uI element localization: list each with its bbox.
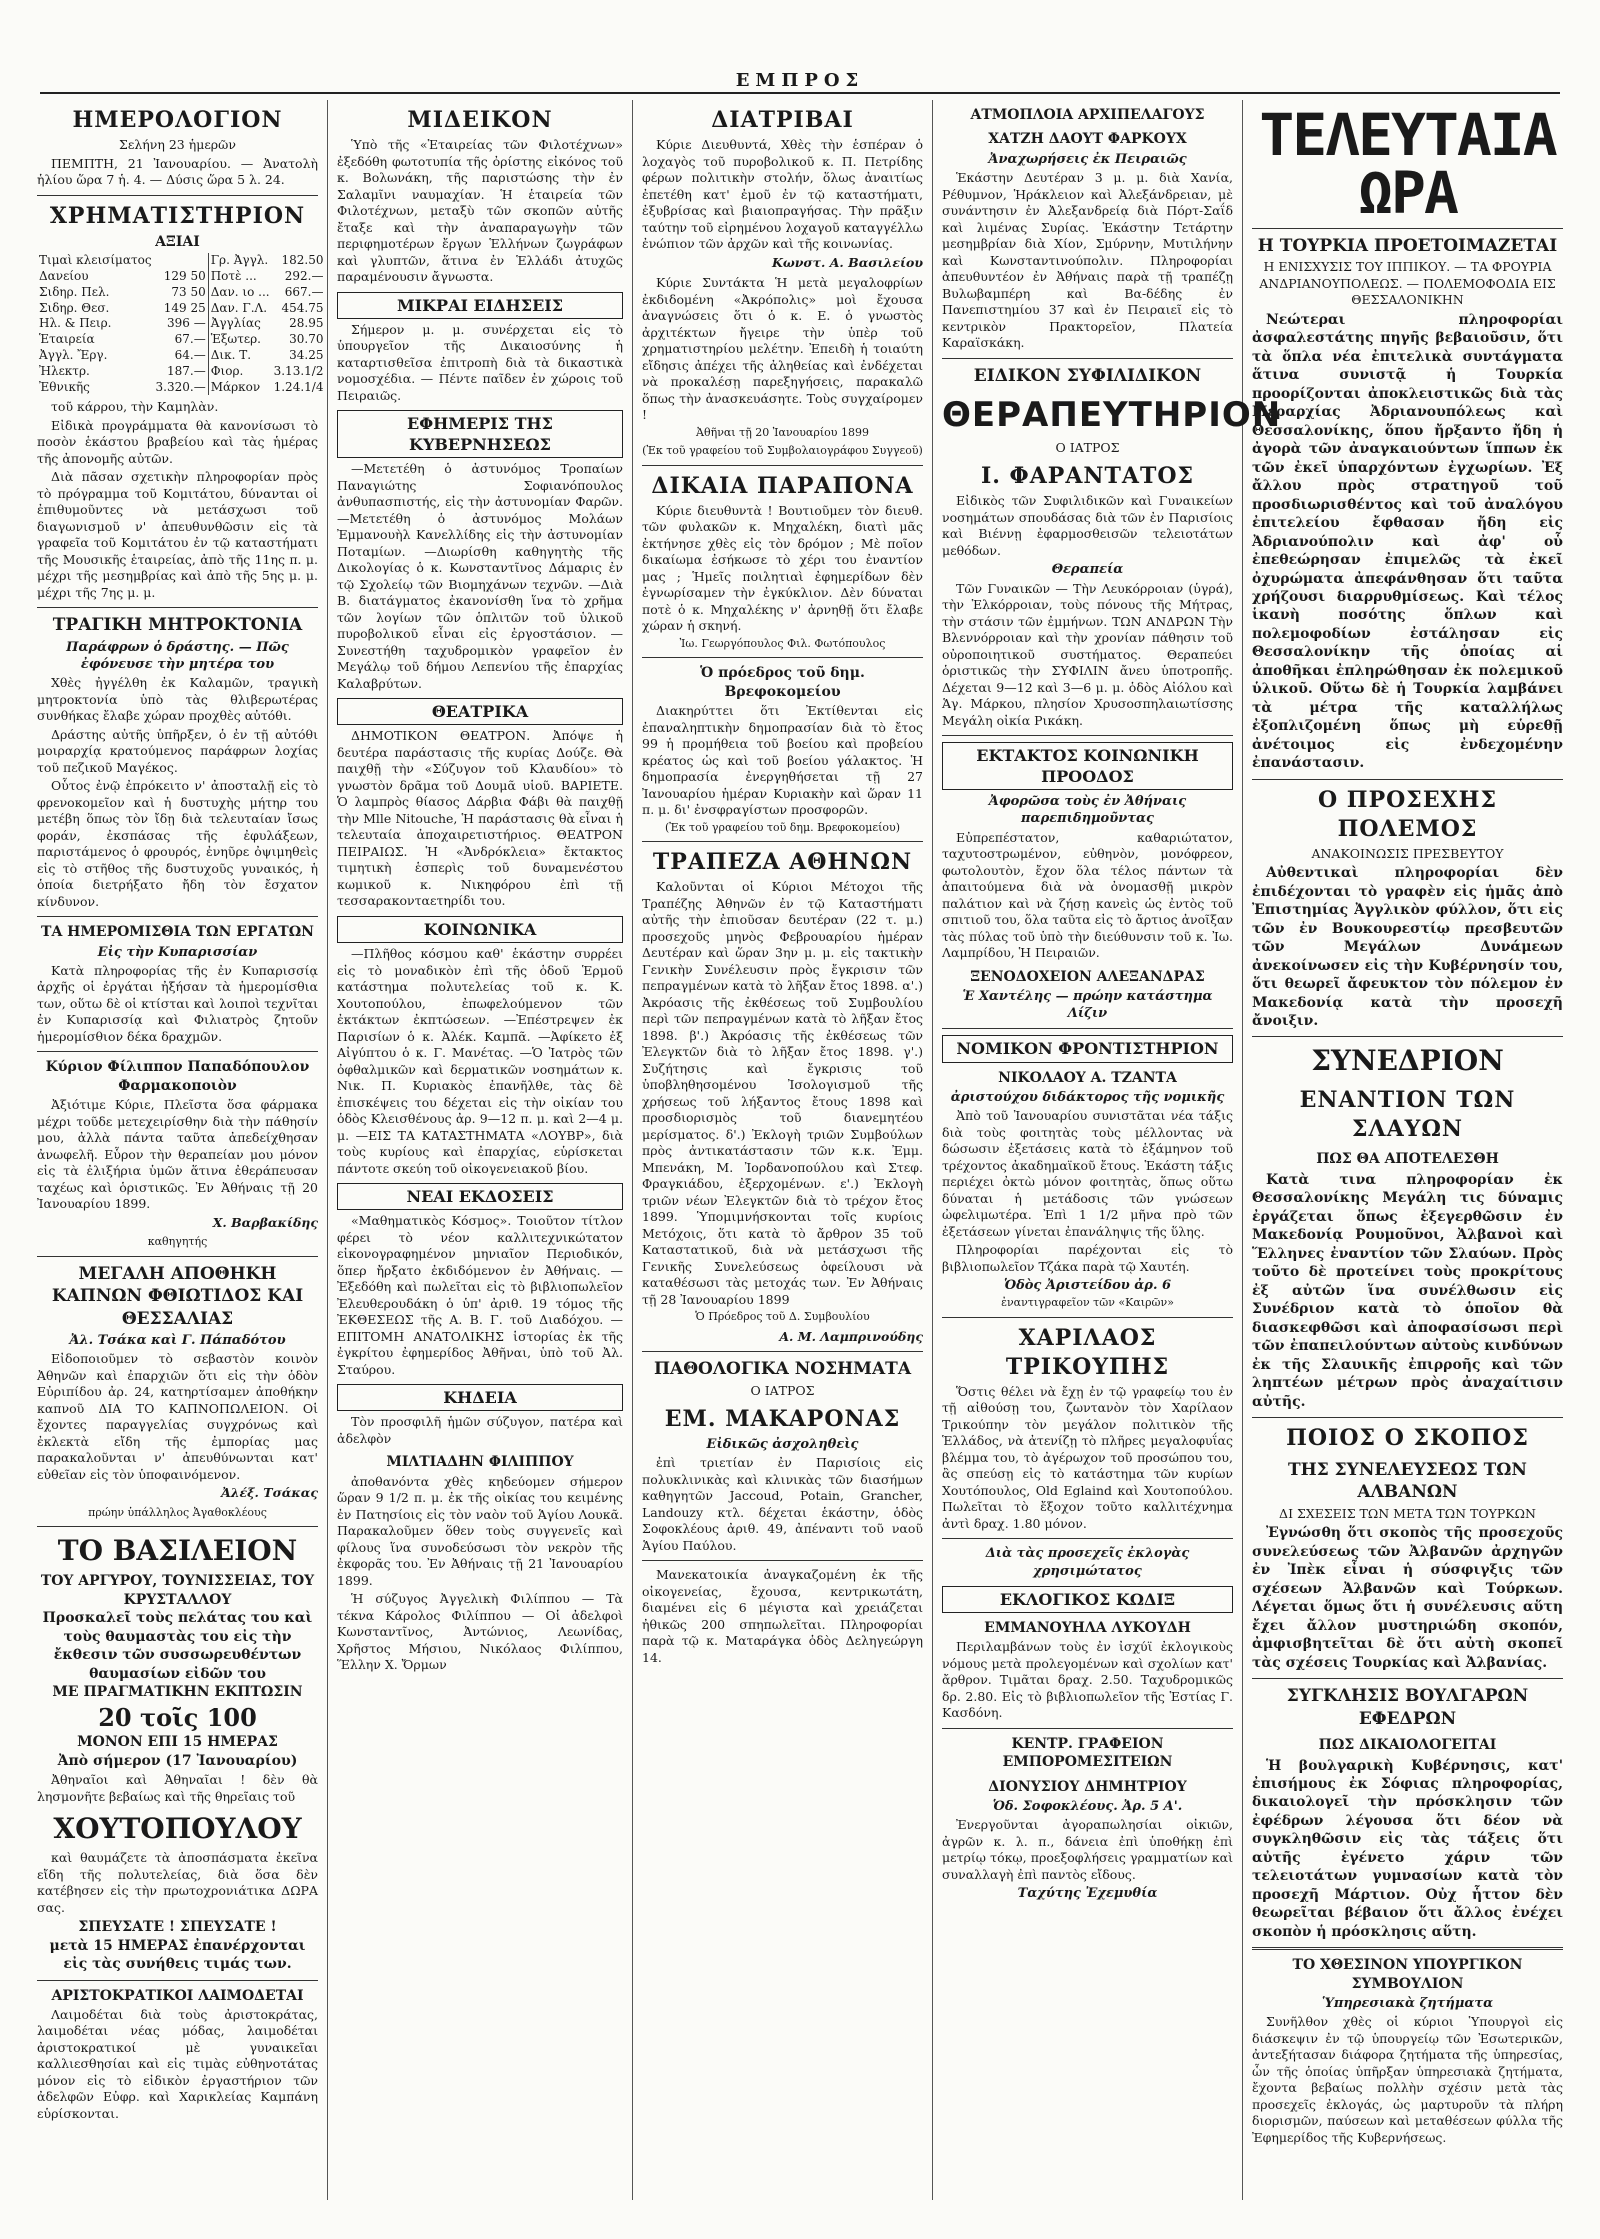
section-title: ΧΑΡΙΛΑΟΣ ΤΡΙΚΟΥΠΗΣ [1005, 1324, 1170, 1380]
divider [37, 916, 318, 917]
article-paragraph: Ἐγνώσθη ὅτι σκοπὸς τῆς προσεχοῦς συνελεύσεως τῶν Ἀλβανῶν ἀρχηγῶν ἐν Ἰπὲκ εἶναι ἡ σύσφιγξις τῶν σχέσεων Ἀλβανῶν καὶ Τούρκων. Λέγεται ὅμως ὅτι ἡ συνέλευσις αὕτη ἔχει ἄλλον μυστηριώδη σκοπόν, ἀμφισβητεῖται δὲ ὅτι αὐτὴ σκοπεῖ τὰς σχέσεις Τουρκίας καὶ Ἀλβανίας. [1252, 1525, 1563, 1671]
divider [942, 1317, 1233, 1318]
article-paragraph: Σήμερον μ. μ. συνέρχεται εἰς τὸ ὑπουργεῖον τῆς Δικαιοσύνης ἡ καταρτισθεῖσα ἐπιτροπὴ διὰ τὰ δικαστικὰ νομοσχέδια. — Πέντε παῖδεν ἐν χώροις τοῦ Πειραιῶς. [337, 321, 623, 403]
bourse-cell: Ἐθνικῆς [39, 379, 90, 394]
article-paragraph: Κύριε διευθυντὰ ! Βουτιοῦμεν τὸν διευθ. τῶν φυλακῶν κ. Μηχαλέκη, διατὶ μᾶς ἐκτήνησε χθὲς εἰς τὸν δρόμον ; Μὲ ποῖον δικαίωμα ἐσήκωσε τὸ χέρι του ἐναντίον μας ; Ἡμεῖς ποιλητιαὶ ἐφημερίδων δὲν ἐγνωρίσαμεν τὴν ἐγκύκλιον. Δὲν δύναται ποτὲ ὁ κ. Μηχαλέκης ν' ἀρνηθῇ ὅτι ἔλαβε χώραν ἡ σκηνή. [642, 502, 923, 634]
column-2 [328, 100, 633, 2200]
bourse-row [37, 269, 325, 285]
bourse-cell: 28.95 [289, 316, 324, 331]
letter-sig2: καθηγητής [147, 1235, 208, 1249]
bourse-cell: Δαν. ιο ... [208, 285, 271, 301]
article-paragraph: Κατὰ τινα πληροφορίαν ἐκ Θεσσαλονίκης Μεγάλη τις δύναμις ἐργάζεται ὅπως ἐξεγερθῶσιν ἐν Μακεδονίᾳ Ρουμοῦνοι, Ἀλβανοὶ καὶ Ἕλληνες ἐναντίον τῶν Σλαύων. Πρὸς τοῦτο δὲ προτείνει τοὺς προκρίτους ἐξ αὐτῶν ἵνα συνέλθωσιν εἰς Συνέδριον κατὰ τὸ ὁποῖον θὰ διασκεφθῶσι καὶ ἀποφασίσωσι περὶ τῶν ἐπαπειλούντων αὐτοὺς κινδύνων ἐκ τῆς Σλαυικῆς ἐπιρροῆς καὶ τῶν ληπτέων μέτρων πρὸς ἀναχαίτισιν αὐτῆς. [1252, 1171, 1563, 1410]
section-title: ΜΙΔΕΙΚΟΝ [407, 107, 553, 133]
kingdom-p4: ΜΟΝΟΝ ΕΠΙ 15 ΗΜΕΡΑΣ [77, 1734, 278, 1751]
bourse-title: ΧΡΗΜΑΤΙΣΤΗΡΙΟΝ [49, 202, 306, 229]
divider [37, 1256, 318, 1257]
kingdom-p2: ΜΕ ΠΡΑΓΜΑΤΙΚΗΝ ΕΚΠΤΩΣΙΝ [52, 1684, 303, 1701]
subtitle: Ο ΙΑΤΡΟΣ [1055, 439, 1120, 455]
subtitle: ΔΙ ΣΧΕΣΕΙΣ ΤΩΝ ΜΕΤΑ ΤΩΝ ΤΟΥΡΚΩΝ [1279, 1505, 1536, 1521]
bourse-cell: Ἀγγλ. Ἔργ. [39, 348, 108, 362]
bourse-cell: Σιδηρ. Πελ. [39, 284, 110, 299]
section-title: ΝΟΜΙΚΟΝ ΦΡΟΝΤΙΣΤΗΡΙΟΝ [942, 1035, 1233, 1062]
warehouse-p: Εἰδοποιοῦμεν τὸ σεβαστὸν κοινὸν Ἀθηνῶν καὶ ἐπαρχιῶν ὅτι εἰς τὴν ὁδὸν Εὐριπίδου ἀρ. 24, κατηρτίσαμεν ἀποθήκην καπνοῦ ΔΙΑ ΤΟ ΚΑΠΝΟΠΩΛΕΙΟΝ. Οἱ ἔχοντες παραγγελίας συγχρόνως καὶ ἐκλεκτὰ εἴδη τῆς ἐμπορίας μας παρακαλοῦνται ν' ἀπευθύνωνται κατ' εὐθεῖαν εἰς τὸν ὑποφαινόμενον. [37, 1351, 318, 1482]
divider [37, 1051, 318, 1052]
aristo-title: ΑΡΙΣΤΟΚΡΑΤΙΚΟΙ ΛΑΙΜΟΔΕΤΑΙ [51, 1987, 304, 2004]
section-title: ΔΙΑΤΡΙΒΑΙ [711, 107, 854, 133]
bourse-cell: 1.24.1/4 [273, 379, 324, 394]
subtitle: Η ΕΝΙΣΧΥΣΙΣ ΤΟΥ ΙΠΠΙΚΟΥ. — ΤΑ ΦΡΟΥΡΙΑ ΑΝΔΡΙΑΝΟΥΠΟΛΕΩΣ. — ΠΟΛΕΜΟΦΟΔΙΑ ΕΙΣ ΘΕΣΣΑΛΟΝΙΚΗΝ [1259, 259, 1556, 308]
section-title: ΣΥΝΕΔΡΙΟΝ [1311, 1044, 1504, 1078]
ephemeris-line: Σελήνη 23 ἡμερῶν [119, 137, 236, 153]
bourse-cell: 667.— [284, 284, 324, 299]
article-paragraph: Ὅστις θέλει νὰ ἔχῃ ἐν τῷ γραφείῳ του ἐν τῇ αἰθούσῃ του, ζωντανὸν τὸν Χαρίλαον Τρικούπην τὸν μεγάλον πολιτικὸν τῆς Ἑλλάδος, νὰ ἀτενίζῃ τὸ πλῆρες μεγαλοφυΐας βλέμμα του, τὸ ἀγέρωχον τοῦ προσώπου του, ἂς σπεύσῃ εἰς τὸ κατάστημα τῶν κυρίων Χουτόπουλος, Old Eglaind καὶ Χουτοπούλου. Πωλεῖται τὸ ἔξοχον τοῦτο καλλιτέχνημα ἀντὶ δραχ. 1.80 μόνον. [942, 1383, 1233, 1531]
article-paragraph: Ὑπὸ τῆς «Ἑταιρείας τῶν Φιλοτέχνων» ἐξεδόθη φωτοτυπία τῆς ὀρίστης εἰκόνος τοῦ κ. Βολωνάκη, τῆς παριστώσης τὴν ἐν Σαλαμῖνι ναυμαχίαν. Ἡ ἑταιρεία τῶν Φιλοτέχνων, μεταξὺ τῶν σκοπῶν αὐτῆς ἔταξε καὶ τὴν ἀναπαραγωγὴν τῶν περιφημοτέρων ἔργων Ἑλλήνων ζωγράφων καὶ γλυπτῶν, ἅτινα ἐν Ἑλλάδι ἀτυχῶς παραμένουσιν ἄγνωστα. [337, 137, 623, 285]
section-title: ΤΗΣ ΣΥΝΕΛΕΥΣΕΩΣ ΤΩΝ ΑΛΒΑΝΩΝ [1288, 1460, 1527, 1503]
divider [1252, 1678, 1563, 1679]
subtitle: Διὰ τὰς προσεχεῖς ἐκλογὰς χρησιμώτατος [985, 1546, 1190, 1579]
subtitle: Ἀφορῶσα τοὺς ἐν Ἀθήναις παρεπιδημοῦντας [988, 794, 1187, 827]
subtitle: ΝΙΚΟΛΑΟΥ Α. ΤΖΑΝΤΑ [998, 1069, 1177, 1086]
kingdom-name: ΧΟΥΤΟΠΟΥΛΟΥ [53, 1812, 302, 1846]
article-paragraph: Ἡ βουλγαρικὴ Κυβέρνησις, κατ' ἐπισήμους ἐκ Σόφιας πληροφορίας, δικαιολογεῖ τὴν πρόσκλησιν τῶν ἐφέδρων λέγουσα ὅτι δέον νὰ συγκληθῶσιν εἰς τὰς τάξεις ὅτι αὐτῆς ἐγένετο χάριν τῶν τελειοτάτων γυμνασίων κατὰ τὸν προσεχῆ Μάρτιον. Οὐχ ἧττον δὲν θεωρεῖται βέβαιον ὅτι ἄλλος ἐνέχει σκοπὸν ἡ πρόσκλησις αὕτη. [1252, 1757, 1563, 1940]
bourse-cell: Ηλ. & Πειρ. [39, 316, 112, 331]
section-title: ΕΚΛΟΓΙΚΟΣ ΚΩΔΙΞ [942, 1586, 1233, 1613]
divider [37, 1526, 318, 1527]
bourse-cell: 182.50 [281, 253, 324, 268]
article-paragraph: ΔΗΜΟΤΙΚΟΝ ΘΕΑΤΡΟΝ. Ἀπόψε ἡ δευτέρα παράστασις τῆς κυρίας Δούζε. Θὰ παιχθῇ τὴν «Σύζυγον τοῦ Κλαυδίου» τὸ γνωστὸν δρᾶμα τοῦ Δουμᾶ υἱοῦ. ΒΑΡΙΕΤΕ. Ὁ λαμπρὸς θίασος Δάρβια Φάβι θὰ παιχθῇ τὴν Mlle Nitouche, Ἡ παράστασις θὰ εἶναι ἡ τελευταία ἀποχαιρετιστήριος. ΘΕΑΤΡΟΝ ΠΕΙΡΑΙΩΣ. Ἡ «Ἀνδρόκλεια» ἔκτακτος τιμητικὴ ἑσπερὶς τοῦ δυναμενέστου κωμικοῦ κ. Νικηφόρου ἐπὶ τῇ τεσσαρακονταετηρίδι του. [337, 728, 623, 909]
bourse-row [37, 253, 325, 269]
divider [1252, 779, 1563, 780]
bourse-row [37, 316, 325, 332]
doctor-name: Ι. ΦΑΡΑΝΤΑΤΟΣ [980, 463, 1195, 490]
letter-to: Κύριον Φίλιππον Παπαδόπουλον Φαρμακοποιὸν [45, 1059, 310, 1094]
divider [942, 735, 1233, 736]
bourse-cell: 129 50 [163, 268, 206, 283]
bourse-row [37, 364, 325, 380]
section-title: ΠΑΘΟΛΟΓΙΚΑ ΝΟΣΗΜΑΤΑ [653, 1359, 912, 1380]
subtitle: ΠΩΣ ΘΑ ΑΠΟΤΕΛΕΣΘΗ [1316, 1151, 1499, 1168]
bourse-cell: Φιορ. [208, 364, 271, 380]
article-paragraph: Κύριε Συντάκτα Ἡ μετὰ μεγαλοφρίων ἐκδιδομένη «Ἀκρόπολις» μοὶ ἔχουσα ἀναγνώσεις ὅτι ὁ κ. Ε. ὁ γνωστὸς ἀρχιτέκτων ἤγειρε τὴν ὑπὲρ τοῦ χρηματιστηρίου μελέτην. Ἐπειδὴ ἡ τοιαύτη εἴδησις ἀπέχει τῆς ἀληθείας καὶ ἐνδέχεται νὰ προκαλέσῃ παρεξηγήσεις, παρακαλῶ ὅπως τὴν ἀνασκευάσητε. Τοὺς συγχαίρομεν ! [642, 275, 923, 423]
warehouse-sub: Ἀλ. Τσάκα καὶ Γ. Πάπαδότου [69, 1333, 286, 1349]
bourse-cell: Δαν. Γ.Λ. [208, 301, 271, 317]
bourse-cell: 454.75 [281, 300, 324, 315]
section-title: Ὁ πρόεδρος τοῦ δημ. Βρεφοκομείου [700, 665, 865, 700]
kingdom-p1: Προσκαλεῖ τοὺς πελάτας του καὶ τοὺς θαυμαστὰς του εἰς τὴν ἔκθεσιν τῶν συσσωρευθέντων θαυμασίων εἰδῶν του [42, 1610, 313, 1682]
mourners: Ἡ σύζυγος Ἀγγελικὴ Φιλίππου — Τὰ τέκνα Κάρολος Φιλίππου — Οἱ ἀδελφοὶ Κωνσταντῖνος, Ἀντώνιος, Λεωνίδας, Χρῆστος Μήσιου, Νικόλαος Φιλίππου, Ἕλλην Χ. Ὄρμων [337, 1591, 623, 1673]
tragic-p3: Οὗτος ἐνῷ ἐπρόκειτο ν' ἀποσταλῇ εἰς τὸ φρενοκομεῖον καὶ ἡ δυστυχὴς μήτηρ του μετέβη ὅπως τὸν ἴδῃ διὰ τελευταίαν ἴσως φοράν, ἐκσπάσας τῆς ἐφυλάξεων, παριστάμενος ὁ φρουρός, ἐνηῦρε ὀψιμηθεὶς εἰς τὸ στῆθος τῆς δυστυχοῦς γυναικός, ἡ ὁποία διετρήξατο ἤδη τὸν ἔσχατον κίνδυνον. [37, 778, 318, 909]
kingdom-title: ΤΟ ΒΑΣΙΛΕΙΟΝ [57, 1534, 298, 1568]
article-paragraph: Κύριε Διευθυντά, Χθὲς τὴν ἑσπέραν ὁ λοχαγὸς τοῦ πυροβολικοῦ κ. Π. Πετρίδης φέρων πολιτικὴν στολήν, ὅλως ἀναιτίως ἐπετέθη κατ' ἐμοῦ ἐν τῷ καταστήματι, ἐξυβρίσας καὶ βιαιοπραγήσας. Τὴν πρᾶξιν ταύτην τοῦ εἰρημένου λοχαγοῦ καταγγέλλω ἐνώπιον τῶν ἀρχῶν καὶ τῆς κοινωνίας. [642, 137, 923, 252]
section-title: ΠΟΙΟΣ Ο ΣΚΟΠΟΣ [1286, 1425, 1529, 1452]
subtitle: ΕΜΜΑΝΟΥΗΛΑ ΛΥΚΟΥΔΗ [984, 1619, 1191, 1636]
divider [37, 195, 318, 196]
divider [642, 657, 923, 658]
divider [942, 1028, 1233, 1029]
divider [1252, 1036, 1563, 1037]
divider [642, 841, 923, 842]
section-title: ΤΡΑΠΕΖΑ ΑΘΗΝΩΝ [652, 849, 913, 876]
divider [642, 1351, 923, 1352]
aristo-p: Λαιμοδέται διὰ τοὺς ἀριστοκράτας, λαιμοδέται νέας μόδας, λαιμοδέται ἀριστοκρατικοί μὲ γυναικεῖαι καλλιεσθησίαι καὶ εἰς τιμὰς εὐθηνοτάτας μόνον εἰς τὸ εἰδικὸν ἐργαστήριον τῶν ἀδελφῶν Εὐφρ. καὶ Χαρικλείας Καμπάνη εὑρίσκονται. [37, 2006, 318, 2121]
bourse-cell [154, 253, 209, 269]
bourse-row [37, 285, 325, 301]
article-paragraph: Τῶν Γυναικῶν — Τὴν Λευκόρροιαν (ὑγρά), τὴν Ἑλκόρροιαν, τοὺς πόνους τῆς Μήτρας, τὴν στάσιν τῶν ἐμμήνων. ΤΩΝ ΑΝΔΡΩΝ Τὴν Βλεννόρροιαν καὶ τὴν χρονίαν πάθησιν τοῦ οὐροποιητικοῦ συστήματος. Θεραπεύει ὁριστικῶς τὴν ΣΥΦΙΛΙΝ ἄνευ ὑποτροπῆς. Δέχεται 9—12 καὶ 3—6 μ. μ. ὁδὸς Αἰόλου καὶ Ἁγ. Μάρκου, πλησίον Χρυσοσπηλαιωτίσσης Μεγάλη οἰκία Ρικάκη. [942, 580, 1233, 728]
section-title: ΣΥΓΚΛΗΣΙΣ ΒΟΥΛΓΑΡΩΝ ΕΦΕΔΡΩΝ [1286, 1686, 1529, 1729]
subtitle: Ὁδ. Σοφοκλέους. Ἀρ. 5 Α'. [992, 1799, 1183, 1815]
divider [37, 607, 318, 608]
signature: Ἰω. Γεωργόπουλος Φιλ. Φωτόπουλος [679, 636, 886, 650]
kingdom-sub: ΤΟΥ ΑΡΓΥΡΟΥ, ΤΟΥΝΙΣΣΕΙΑΣ, ΤΟΥ ΚΡΥΣΤΑΛΛΟΥ [40, 1573, 315, 1608]
subtitle: Ὑπηρεσιακὰ ζητήματα [1321, 1996, 1494, 2012]
section-title: ΑΤΜΟΠΛΟΙΑ ΑΡΧΙΠΕΛΑΓΟΥΣ [970, 107, 1205, 123]
divider [642, 1560, 923, 1561]
article-paragraph: «Μαθηματικὸς Κόσμος». Τοιοῦτον τίτλον φέρει τὸ νέον καλλιτεχνικώτατον εἰκονογραφημένον μηνιαῖον Περιοδικόν, ὅπερ ἤρξατο ἐκδιδόμενον ἐν Ἀθήναις. —Ἐξεδόθη καὶ πωλεῖται εἰς τὸ βιβλιοπωλεῖον Ἐλευθερουδάκη ὁ ὑπ' ἀριθ. 19 τόμος τῆς ἘΚΘΕΣΕΩΣ τῆς Α. Β. Γ. τοῦ Διαδόχου. — ΕΠΙΤΟΜΗ ΑΝΑΤΟΛΙΚΗΣ ἱστορίας ἐκ τῆς ἐγκρίτου ἐφημερίδος Ἀθῆναι, ὑπὸ τοῦ Ἀλ. Σταύρου. [337, 1213, 623, 1377]
subtitle: Ἑ Χαντέλης — πρώην κατάστημα Λίζιν [962, 989, 1213, 1022]
section-title: ΕΚΤΑΚΤΟΣ ΚΟΙΝΩΝΙΚΗ ΠΡΟΟΔΟΣ [942, 742, 1233, 790]
section-title: Η ΤΟΥΡΚΙΑ ΠΡΟΕΤΟΙΜΑΖΕΤΑΙ [1257, 236, 1558, 256]
signature: Α. Μ. Λαμπρινούδης [779, 1328, 923, 1344]
signature: Ταχύτης Ἐχεμυθία [1017, 1886, 1158, 1902]
subtitle: ἀριστούχου διδάκτορος τῆς νομικῆς [950, 1089, 1225, 1105]
subtitle: ΠΩΣ ΔΙΚΑΙΟΛΟΓΕΙΤΑΙ [1318, 1737, 1497, 1754]
section-title: ΕΝΑΝΤΙΟΝ ΤΩΝ ΣΛΑΥΩΝ [1299, 1087, 1516, 1143]
bourse-cell: Ἑταιρεία [39, 332, 95, 347]
section-title: Ο ΠΡΟΣΕΧΗΣ ΠΟΛΕΜΟΣ [1317, 786, 1498, 842]
divider [37, 1980, 318, 1981]
section-title: ΔΙΚΑΙΑ ΠΑΡΑΠΟΝΑ [651, 472, 914, 499]
article-paragraph: Εὐπρεπέστατον, καθαριώτατον, ταχυτοστρωμένον, εὐθηνὸν, μονόφρεον, φωτολουτὸν, ἔχον ὅλα τέλος πάντων τὰ ἀπαιτούμενα διὰ νὰ ὀνομασθῇ μικρὸν παλάτιον καὶ νὰ ζήσῃ κανεὶς ὡς ἐντὸς τοῦ σπιτιοῦ του, ὅλα ταῦτα εἰς τὸ ἄρτιος ἀνοῖξαν τὰς πύλας τοῦ ὑπὸ τὴν διεύθυνσιν τοῦ κ. Ἰω. Λαμπρίδου, Ἡ Πειραιῶν. [942, 829, 1233, 961]
subtitle: Εἰδικῶς ἀσχοληθεὶς [706, 1437, 859, 1453]
deceased-name: ΜΙΛΤΙΑΔΗΝ ΦΙΛΙΠΠΟΥ [386, 1454, 574, 1471]
bourse-cell: Ἑξωτερ. [208, 332, 271, 348]
bourse-cell: 67.— [174, 332, 206, 347]
bourse-cell: 73 50 [171, 284, 206, 299]
section-title: ΜΙΚΡΑΙ ΕΙΔΗΣΕΙΣ [337, 292, 623, 319]
bourse-cell: Ποτὲ ... [208, 269, 271, 285]
bourse-cell: Τιμαὶ κλεισίματος [39, 253, 152, 268]
section-title: ΚΕΝΤΡ. ΓΡΑΦΕΙΟΝ ΕΜΠΟΡΟΜΕΣΙΤΕΙΩΝ [1002, 1735, 1173, 1771]
kingdom-p6: Ἀθηναῖοι καὶ Ἀθηναῖαι ! δὲν θὰ λησμονῆτε βεβαίως καὶ τῆς θηρεῖαις τοῦ [37, 1772, 318, 1804]
signature: Κωνστ. Α. Βασιλείου [771, 254, 923, 270]
masthead: ΕΜΠΡΟΣ [40, 70, 1560, 94]
signature: Ὁδὸς Ἀριστείδου ἀρ. 6 [1003, 1278, 1172, 1294]
column-1 [28, 100, 328, 2200]
newspaper-page [28, 100, 1572, 2200]
bourse-cell: 149 25 [163, 300, 206, 315]
program-paragraph: Εἰδικὰ προγράμματα θὰ κανονίσωσι τὸ ποσὸν ἑκάστου βραβείου καὶ τὰς ἡμέρας τῆς ἀπονομῆς αὐτῶν. [37, 417, 318, 466]
bourse-sub: ΑΞΙΑΙ [155, 233, 200, 250]
kingdom-p9: μετὰ 15 ΗΜΕΡΑΣ ἐπανέρχονται εἰς τὰς συνήθεις τιμάς των. [49, 1937, 306, 1973]
section-title: ΕΦΗΜΕΡΙΣ ΤΗΣ ΚΥΒΕΡΝΗΣΕΩΣ [337, 410, 623, 458]
bourse-row [37, 332, 325, 348]
letter-sig: Χ. Βαρβακίδης [212, 1214, 318, 1230]
bourse-cell: Ἠλεκτρ. [39, 363, 90, 378]
subtitle: Ο ΙΑΤΡΟΣ [750, 1382, 815, 1398]
kingdom-p5: Ἀπὸ σήμερον (17 Ἰανουαρίου) [57, 1752, 298, 1769]
bourse-cell: 34.25 [289, 348, 324, 362]
warehouse-title: ΜΕΓΑΛΗ ΑΠΟΘΗΚΗ ΚΑΠΝΩΝ ΦΘΙΩΤΙΔΟΣ ΚΑΙ ΘΕΣΣΑΛΙΑΣ [51, 1263, 304, 1329]
ephemeris-sun: ΠΕΜΠΤΗ, 21 Ἰανουαρίου. — Ἀνατολὴ ἡλίου ὥρα 7 ἡ. 4. — Δύσις ὥρα 5 λ. 24. [37, 155, 318, 188]
subtitle: ΑΝΑΚΟΙΝΩΣΙΣ ΠΡΕΣΒΕΥΤΟΥ [1311, 845, 1504, 861]
article-paragraph: Ἑκάστην Δευτέραν 3 μ. μ. διὰ Χανία, Ρέθυμνον, Ἡράκλειον καὶ Ἀλεξάνδρειαν, μὲ συνάντησιν ἐν Ἀλεξανδρείᾳ διὰ Πόρτ-Σαΐδ καὶ λιμένας Συρίας. Ἑκάστην Τετάρτην μεσημβρίαν διὰ Χίον, Σμύρνην, Μυτιλήνην καὶ Κωνσταντινούπολιν. Πληροφορίαι ἀπευθυντέον ἐν Ἀθήναις παρὰ τῇ τραπέζῃ Βυλωβαμπέρη καὶ Βα-δέδης ἐν Πανεπιστημίου 37 καὶ ἐν Πειραιεῖ εἰς τὸ κεντρικὸν Πρακτορεῖον, Πλατεία Καραϊσκάκη. [942, 170, 1233, 351]
divider [942, 358, 1233, 359]
article-paragraph: Πληροφορίαι παρέχονται εἰς τὸ βιβλιοπωλεῖον Τζάκα παρὰ τῷ Χαυτέη. [942, 1242, 1233, 1274]
article-paragraph: Αὐθεντικαὶ πληροφορίαι δὲν ἐπιδέχονται τὸ γραφὲν εἰς ἡμᾶς ἀπὸ Ἐπιστημίας Ἀγγλικὸν φύλλον, ὅτι εἰς τῶν ἐν Βουκουρεστίῳ πρεσβευτῶν τῶν Μεγάλων Δυνάμεων ἀνεκοίνωσεν εἰς τὴν Κυβέρνησίν του, ὅτι θεωρεῖ ἄφευκτον τὸν πόλεμον ἐν Μακεδονίᾳ κατὰ τὴν προσεχῆ ἄνοιξιν. [1252, 865, 1563, 1029]
section-title-large: ΘΕΡΑΠΕΥΤΗΡΙΟΝ [942, 395, 1282, 436]
signature: Ἀθῆναι τῇ 20 Ἰανουαρίου 1899 [696, 425, 869, 439]
article-paragraph: ἐπὶ τριετίαν ἐν Παρισίοις εἰς πολυκλινικὰς καὶ κλινικὰς τῶν διασήμων καθηγητῶν Jaccoud, Potain, Grancher, Landouzy κτλ. δέχεται ἑκάστην, ὁδὸς Σοφοκλέους ἀριθ. 49, ἀπέναντι τοῦ ναοῦ Ἁγίου Παύλου. [642, 1455, 923, 1553]
section-title: ΤΟ ΧΘΕΣΙΝΟΝ ΥΠΟΥΡΓΙΚΟΝ ΣΥΜΒΟΥΛΙΟΝ [1292, 1957, 1523, 1992]
tragic-p1: Χθὲς ἠγγέλθη ἐκ Καλαμῶν, τραγικὴ μητροκτονία ὑπὸ τὰς θλιβερωτέρας συνθήκας ἔλαβε χώραν προχθὲς αὐτόθι. [37, 675, 318, 724]
article-paragraph: Εἰδικὸς τῶν Συφιλιδικῶν καὶ Γυναικείων νοσημάτων σπουδάσας διὰ τῶν ἐν Παρισίοις καὶ Βιέννῃ ἐφαρμοσθεισῶν τελειοτάτων μεθόδων. [942, 493, 1233, 558]
bourse-row [37, 348, 325, 364]
signature: (Ἐκ τοῦ γραφείου τοῦ δημ. Βρεφοκομείου) [664, 820, 900, 834]
article-paragraph: Ἀπὸ τοῦ Ἰανουαρίου συνιστᾶται νέα τάξις διὰ τοὺς φοιτητὰς τοὺς μέλλοντας νὰ δώσωσιν ἐξετάσεις κατὰ τὸ ἑξάμηνον τοῦ τρέχοντος ἀκαδημαϊκοῦ ἔτους. Ἑκάστη τάξις περιέχει ὀκτὼ μόνον φοιτητὰς, ὅπως οὕτω δύναται ἡ μετάδοσις τῶν γνώσεων ὠφελιμωτέρα. Ἐπὶ 1 1/2 μῆνα πρὸ τῶν ἐξετάσεων γίνεται ἐπανάληψις τῆς ὕλης. [942, 1108, 1233, 1239]
article-paragraph: ἀποθανόντα χθὲς κηδεύομεν σήμερον ὥραν 9 1/2 π. μ. ἐκ τῆς οἰκίας του κειμένης ἐν Πατησίοις εἰς τὸν ναὸν τοῦ Ἁγίου Λουκᾶ. Παρακαλοῦμεν ὅθεν τοὺς συγγενεῖς καὶ φίλους ἵνα συνοδεύσωσι τὸν νεκρὸν τῆς ἐκφορᾶς του. Ἐν Ἀθήναις τῇ 21 Ἰανουαρίου 1899. [337, 1473, 623, 1588]
warehouse-sig: Ἀλέξ. Τσάκας [221, 1485, 318, 1501]
article-paragraph: Διακηρύττει ὅτι Ἐκτίθενται εἰς ἐπαναληπτικὴν δημοπρασίαν διὰ τὸ ἔτος 99 ἡ προμήθεια τοῦ βοείου καὶ προβείου κρέατος ὡς καὶ τοῦ βοείου γάλακτος. Ἡ δημοπρασία ἐνεργηθήσεται τῇ 27 Ἰανουαρίου ἡμέραν Κυριακὴν καὶ ὥραν 11 π. μ. δι' ἐνσφραγίστων προσφορῶν. [642, 703, 923, 818]
section-title: ΚΟΙΝΩΝΙΚΑ [337, 916, 623, 943]
tragic-sub: Παράφρων ὁ δράστης. — Πῶς ἐφόνευσε τὴν μητέρα του [66, 639, 289, 673]
article-paragraph: —Πλῆθος κόσμου καθ' ἑκάστην συρρέει εἰς τὸ μοναδικὸν ἐπὶ τῆς ὁδοῦ Ἑρμοῦ κατάστημα πολυτελείας τοῦ κ. Κ. Χουτοπούλου, ἐπωφελούμενον τῶν ἐκτάκτων ἐκπτώσεων. —Ἐπέστρεψεν ἐκ Παρισίων ὁ κ. Ἀλέκ. Καμπᾶ. —Ἀφίκετο ἐξ Αἰγύπτου ὁ κ. Γ. Μανέτας. —Ὁ Ἰατρὸς τῶν ὀφθαλμικῶν καὶ δερματικῶν νοσημάτων κ. Νικ. Π. Κυριακὸς ἐπανῆλθε, τὰς δὲ ἐπισκέψεις του δέχεται εἰς τὴν οἰκίαν του ὁδὸς Κλεισθένους ἀρ. 9—12 π. μ. καὶ 2—4 μ. μ. —ΕΙΣ ΤΑ ΚΑΤΑΣΤΗΜΑΤΑ «ΛΟΥΒΡ», διὰ τοὺς κυρίους καὶ ἐπαρχίας, εὑρίσκεται πάντοτε σκεύη τοῦ οἰκογενειακοῦ βίου. [337, 946, 623, 1176]
section-title: ΞΕΝΟΔΟΧΕΙΟΝ ΑΛΕΞΑΝΔΡΑΣ [970, 968, 1205, 985]
article-paragraph: Νεώτεραι πληροφορίαι ἀσφαλεστάτης πηγῆς βεβαιοῦσιν, ὅτι τὰ ὅπλα νέα ἐπιτελικὰ συντάγματα ἅτινα συνιστᾷ ἡ Τουρκία προορίζονται ἀποκλειστικῶς διὰ τὰς Μεραρχίας Ἀδριανουπόλεως καὶ Θεσσαλονίκης, ὅπου ἤρξαντο ἤδη ἡ ἀγορὰ τῶν ἀναγκαιούντων ἵππων ἐκ τῶν ἐκεῖ ὑπαρχόντων ἐγχωρίων. Ἐξ ἄλλου πρὸς στρατηγοῦ τοῦ προσδιωρισθέντος καὶ τοῦ ἀναλόγου ἐπιτελείου ἔφθασαν ἤδη εἰς Ἀδριανούπολιν καὶ ἀφ' οὗ ἐπεθεώρησαν ἐπιμελῶς τὰ ἐκεῖ ὀχυρώματα ἀπεφάνθησαν ὅτι ταῦτα χρήζουσι διαρρυθμίσεως. Καὶ τέλος ἱκανὴ ποσότης ὅπλων καὶ πολεμοφοδίων ἐστάλησαν εἰς Θεσσαλονίκην τῆς ὁποίας αἱ ἀποθῆκαι ἐπληρώθησαν ἐκ πολεμικοῦ ὑλικοῦ. Οὕτω δὲ ἡ Τουρκία λαμβάνει τὰ μέτρα τῆς καταλλήλως ἐξοπλιζομένη ὅπως μὴ εὑρεθῇ ἀνέτοιμος εἰς ἐνδεχομένην ἐπανάστασιν. [1252, 311, 1563, 772]
divider [942, 1728, 1233, 1729]
bourse-cell: Σιδηρ. Θεσ. [39, 300, 110, 315]
divider [1252, 1947, 1563, 1950]
bourse-note: τοῦ κάρρου, τὴν Καμηλὰν. [51, 399, 219, 415]
doctor-name: ΕΜ. ΜΑΚΑΡΟΝΑΣ [664, 1406, 901, 1433]
divider [1252, 228, 1563, 229]
bourse-cell: 292.— [284, 268, 324, 283]
bourse-cell: Ἀγγλίας [208, 316, 271, 332]
kingdom-p3: 20 τοῖς 100 [98, 1702, 257, 1732]
bourse-cell: 396 — [167, 316, 206, 331]
info-paragraph: Διὰ πᾶσαν σχετικὴν πληροφορίαν πρὸς τὸ πρόγραμμα τοῦ Κομιτάτου, δύνανται οἱ ἐπιθυμοῦντες νὰ μετάσχωσι τοῦ διαγωνισμοῦ ν' ἀπευθυνθῶσιν εἰς τὰ γραφεῖα τοῦ Κομιτάτου ἐν τῷ καταστήματι τῆς Μουσικῆς ἑταιρείας, ἀπὸ τῆς 11ης π. μ. μέχρι τῆς μεσημβρίας καὶ ἀπὸ τῆς 5ης μ. μ. μέχρι τῆς 7ης μ. μ. [37, 469, 318, 600]
bourse-cell: 3.13.1/2 [273, 363, 324, 378]
bourse-cell: Δικ. Τ. [208, 348, 271, 364]
workers-title: ΤΑ ΗΜΕΡΟΜΙΣΘΙΑ ΤΩΝ ΕΡΓΑΤΩΝ [41, 924, 314, 941]
kingdom-p7: καὶ θαυμάζετε τὰ ἀποσπάσματα ἐκεῖνα εἴδη τῆς πολυτελείας, διὰ ὅσα δὲν κατέβησεν εἰς τὴν πρωτοχρονιάτικα ΔΩΡΑ σας. [37, 1850, 318, 1915]
bourse-row [37, 301, 325, 317]
section-title: ΝΕΑΙ ΕΚΔΟΣΕΙΣ [337, 1183, 623, 1210]
signature: (Ἐκ τοῦ γραφείου τοῦ Συμβολαιογράφου Συγγεοῦ) [642, 444, 923, 458]
divider [1252, 1417, 1563, 1418]
signature: Ὁ Πρόεδρος τοῦ Δ. Συμβουλίου [695, 1310, 870, 1324]
signature: ἐναντιγραφεῖον τῶν «Καιρῶν» [1001, 1296, 1174, 1310]
bourse-cell: 64.— [174, 348, 206, 362]
kingdom-p8: ΣΠΕΥΣΑΤΕ ! ΣΠΕΥΣΑΤΕ ! [78, 1919, 277, 1936]
bourse-cell: 30.70 [289, 332, 324, 347]
section-title: ΕΙΔΙΚΟΝ ΣΥΦΙΛΙΔΙΚΟΝ [973, 365, 1202, 386]
column-5 [1243, 100, 1572, 2200]
ephemeris-title: ΗΜΕΡΟΛΟΓΙΟΝ [72, 107, 283, 133]
column-3 [633, 100, 933, 2200]
article-paragraph: —Μετετέθη ὁ ἀστυνόμος Τροπαίων Παναγιώτης Σοφιανόπουλος ἀνθυπασπιστής, εἰς τὴν ἀστυνομίαν Φαρῶν. —Μετετέθη ὁ ἀστυνόμος Μολάων Ἐμμανουὴλ Κανελλίδης εἰς τὴν ἀστυνομίαν Ποταμίων. —Διωρίσθη καθηγητὴς τῆς Δικολογίας ὁ κ. Κωνσταντῖνος Δάμαρις ἐν τῷ Σχολείῳ τῶν Βιομηχάνων τεχνῶν. —Διὰ Β. διατάγματος ἐκανονίσθη ἵνα τὸ χρῆμα τῶν λογίων τῶν ὁπλιτῶν τοῦ ὑλικοῦ πυροβολικοῦ εἶναι εἰς ἐργοστάσιον. —Συνεστήθη ταχυδρομικὸν γραφεῖον ἐν Μεγάλῳ τοῦ δήμου Λεπενίου τῆς ἐπαρχίας Καλαβρύτων. [337, 461, 623, 691]
workers-p: Κατὰ πληροφορίας τῆς ἐν Κυπαρισσίᾳ ἀρχῆς οἱ ἐργάται ἠξήσαν τὰ ἡμερομίσθια των, οὕτω δὲ οἱ κτίσται καὶ λοιποὶ τεχνῖται ἐν Κυπαρισσίᾳ καὶ Φιλιατρὸς ζητοῦν ἡμερομίσθιον δέκα δραχμῶν. [37, 962, 318, 1044]
subtitle: ΧΑΤΖΗ ΔΑΟΥΤ ΦΑΡΚΟΥΧ [988, 131, 1187, 148]
tragic-title: ΤΡΑΓΙΚΗ ΜΗΤΡΟΚΤΟΝΙΑ [52, 615, 303, 636]
workers-sub: Εἰς τὴν Κυπαρισσίαν [97, 944, 258, 960]
bourse-cell: Μάρκον [208, 380, 271, 396]
column-4 [933, 100, 1282, 2200]
bourse-cell: Γρ. Ἀγγλ. [208, 253, 271, 269]
article-paragraph: Μανεκατοικία ἀναγκαζομένη ἐκ τῆς οἰκογενείας, ἔχουσα, κεντρικωτάτη, διαμένει εἰς 6 μέγιστα καὶ χρειάζεται ἠθικῶς 200 σπηπωλεῖται. Πληροφορίαι παρὰ τῷ κ. Ματαράγκα ὁδὸς Δεληγεώργη 14. [642, 1567, 923, 1665]
subtitle: Θεραπεία [1051, 562, 1124, 578]
divider [942, 1538, 1233, 1539]
warehouse-sig2: πρώην ὑπάλληλος Ἀγαθοκλέους [88, 1505, 267, 1519]
subtitle: ΔΙΟΝΥΣΙΟΥ ΔΗΜΗΤΡΙΟΥ [988, 1778, 1187, 1795]
bourse-cell: Δανείου [39, 268, 89, 283]
article-paragraph: Ἐνεργοῦνται ἀγοραπωλησίαι οἰκιῶν, ἀγρῶν κ. λ. π., δάνεια ἐπὶ ὑποθήκῃ ἐπὶ μετρίῳ τόκῳ, προεξοφλήσεις γραμματίων καὶ συναλλαγὴ ἐπὶ παντὸς εἴδους. [942, 1817, 1233, 1882]
article-paragraph: Περιλαμβάνων τοὺς ἐν ἰσχύϊ ἐκλογικοὺς νόμους μετὰ προλεγομένων καὶ σχολίων κατ' ἄρθρον. Τιμᾶται δραχ. 2.50. Ταχυδρομικῶς δρ. 2.80. Εἰς τὸ βιβλιοπωλεῖον τῆς Ἑστίας Γ. Κασδόνη. [942, 1639, 1233, 1721]
bourse-table [37, 253, 325, 395]
bourse-cell: 187.— [167, 363, 206, 378]
divider [642, 465, 923, 466]
article-paragraph: Συνῆλθον χθὲς οἱ κύριοι Ὑπουργοὶ εἰς διάσκεψιν ἐν τῷ ὑπουργείῳ τῶν Ἐσωτερικῶν, ἀντεξήτασαν διάφορα ζητήματα τῆς ὑπηρεσίας, ὧν τῆς ὁποίας ὑπῆρξαν ὑπηρεσιακὰ ζητήματα, ἔχοντα βεβαίως πολλὴν σχέσιν μετὰ τὰς προσεχεῖς ἐκλογάς, ὡς μαρτυροῦν τὰ πλήρη διορισμῶν, παύσεων καὶ μεταθέσεων φύλλα τῆς Ἐφημερίδος τῆς Κυβερνήσεως. [1252, 2014, 1563, 2145]
tragic-p2: Δράστης αὐτῆς ὑπῆρξεν, ὁ ἐν τῇ αὐτόθι μοιραρχίᾳ κρατούμενος παράφρων λοχίας τοῦ πεζικοῦ Μαγέκος. [37, 726, 318, 775]
article-paragraph: Τὸν προσφιλῆ ἡμῶν σύζυγον, πατέρα καὶ ἀδελφὸν [337, 1414, 623, 1446]
subtitle: Ἀναχωρήσεις ἐκ Πειραιῶς [988, 151, 1187, 167]
section-title: ΘΕΑΤΡΙΚΑ [337, 698, 623, 725]
letter-p: Ἀξιότιμε Κύριε, Πλεῖστα ὅσα φάρμακα μέχρι τοῦδε μετεχειρίσθην διὰ τὴν πάθησίν μου, ἀλλὰ πάντα ταῦτα ἀπεδείχθησαν ἀνωφελῆ. Εὗρον τὴν θεραπείαν μου μόνον εἰς τὰ ἐλιξήρια ὑμῶν ἅτινα ἐθεράπευσαν ταχέως καὶ ὁριστικῶς. Ἐν Ἀθήναις τῇ 20 Ἰανουαρίου 1899. [37, 1097, 318, 1212]
bourse-row [37, 380, 325, 396]
section-title: ΚΗΔΕΙΑ [337, 1384, 623, 1411]
article-paragraph: Καλοῦνται οἱ Κύριοι Μέτοχοι τῆς Τραπέζης Ἀθηνῶν ἐν τῷ Καταστήματι αὐτῆς τὴν ἐπιοῦσαν δευτέραν (22 τ. μ.) προσεχοῦς μηνὸς Φεβρουαρίου ἡμέραν Δευτέραν καὶ ὥραν 3ην μ. μ. εἰς τακτικὴν Γενικὴν Συνέλευσιν πρὸς ἔγκρισιν τῶν πεπραγμένων κατὰ τὸ λῆξαν ἔτος 1898. α'.) Ἀκρόασις τῆς ἐκθέσεως τοῦ Συμβουλίου περὶ τῶν πεπραγμένων κατὰ τὸ λῆξαν ἔτος 1898. β'.) Ἀκρόασις τῆς ἐκθέσεως τῶν Ἐλεγκτῶν διὰ τὸ λῆξαν ἔτος 1898. γ'.) Συζήτησις καὶ ἔγκρισις τοῦ ὑποβληθησομένου Ἰσολογισμοῦ τῆς χρήσεως τοῦ λήξαντος ἔτους 1898 καὶ προσδιορισμὸς τοῦ διανεμητέου μερίσματος. δ'.) Ἐκλογὴ τριῶν Συμβούλων πρὸς ἀντικατάστασιν τῶν κ.κ. Ἐμμ. Μπενάκη, Μ. Ἰορδανοπούλου καὶ Στεφ. Φραγκιάδου, ἐξερχομένων. ε'.) Ἐκλογὴ τριῶν νέων Ἐλεγκτῶν διὰ τὸ τρέχον ἔτος 1899. Ὑπομιμνήσκονται τοῖς κυρίοις Μετόχοις, ὅτι κατὰ τὸ ἄρθρον 35 τοῦ Καταστατικοῦ, διὰ νὰ μετάσχωσι τῆς Γενικῆς Συνελεύσεως ὀφείλουσι νὰ καταθέσωσι τὰς μετοχάς των. Ἐν Ἀθήναις τῇ 28 Ἰανουαρίου 1899 [642, 879, 923, 1307]
headline-last-hour: ΤΕΛΕΥΤΑΙΑ ΩΡΑ [1259, 101, 1556, 227]
bourse-cell: 3.320.— [155, 379, 206, 394]
